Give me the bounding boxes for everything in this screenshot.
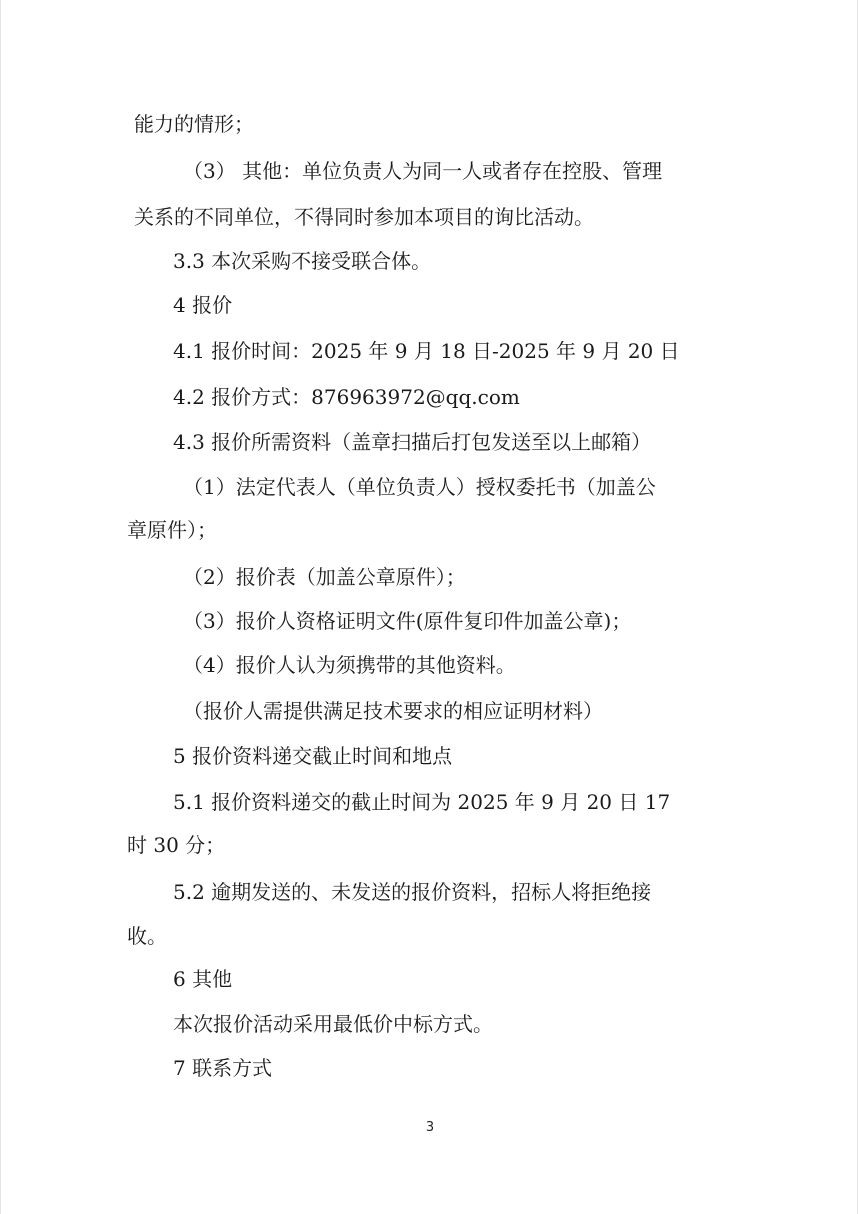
section-heading: 7 联系方式 (173, 1056, 273, 1080)
text-line: 3.3 本次采购不接受联合体。 (173, 249, 432, 273)
text-line: 本次报价活动采用最低价中标方式。 (173, 1012, 493, 1036)
text-line: （4）报价人认为须携带的其他资料。 (183, 653, 516, 677)
text-line: （2）报价表（加盖公章原件）； (183, 565, 466, 589)
page-number: 3 (425, 1120, 435, 1135)
section-heading: 5 报价资料递交截止时间和地点 (173, 744, 453, 768)
text-line: 5.2 逾期发送的、未发送的报价资料，招标人将拒绝接 (173, 880, 652, 904)
text-line: （3）报价人资格证明文件(原件复印件加盖公章)； (183, 609, 632, 633)
section-heading: 6 其他 (173, 967, 233, 991)
text-line: 能力的情形； (134, 112, 254, 136)
text-line: 关系的不同单位，不得同时参加本项目的询比活动。 (134, 205, 594, 229)
section-heading: 4 报价 (173, 293, 233, 317)
text-line: 4.3 报价所需资料（盖章扫描后打包发送至以上邮箱） (173, 430, 652, 454)
text-line: （1）法定代表人（单位负责人）授权委托书（加盖公 (183, 475, 656, 499)
text-line: 4.1 报价时间：2025 年 9 月 18 日-2025 年 9 月 20 日 (173, 339, 680, 363)
text-line: 章原件）； (127, 518, 217, 542)
text-line: 4.2 报价方式：876963972@qq.com (173, 385, 520, 409)
text-line: 5.1 报价资料递交的截止时间为 2025 年 9 月 20 日 17 (173, 790, 671, 814)
text-line: （报价人需提供满足技术要求的相应证明材料） (183, 699, 603, 723)
text-line: （3） 其他：单位负责人为同一人或者存在控股、管理 (183, 159, 663, 183)
text-line: 收。 (127, 924, 167, 948)
text-line: 时 30 分； (127, 833, 226, 857)
